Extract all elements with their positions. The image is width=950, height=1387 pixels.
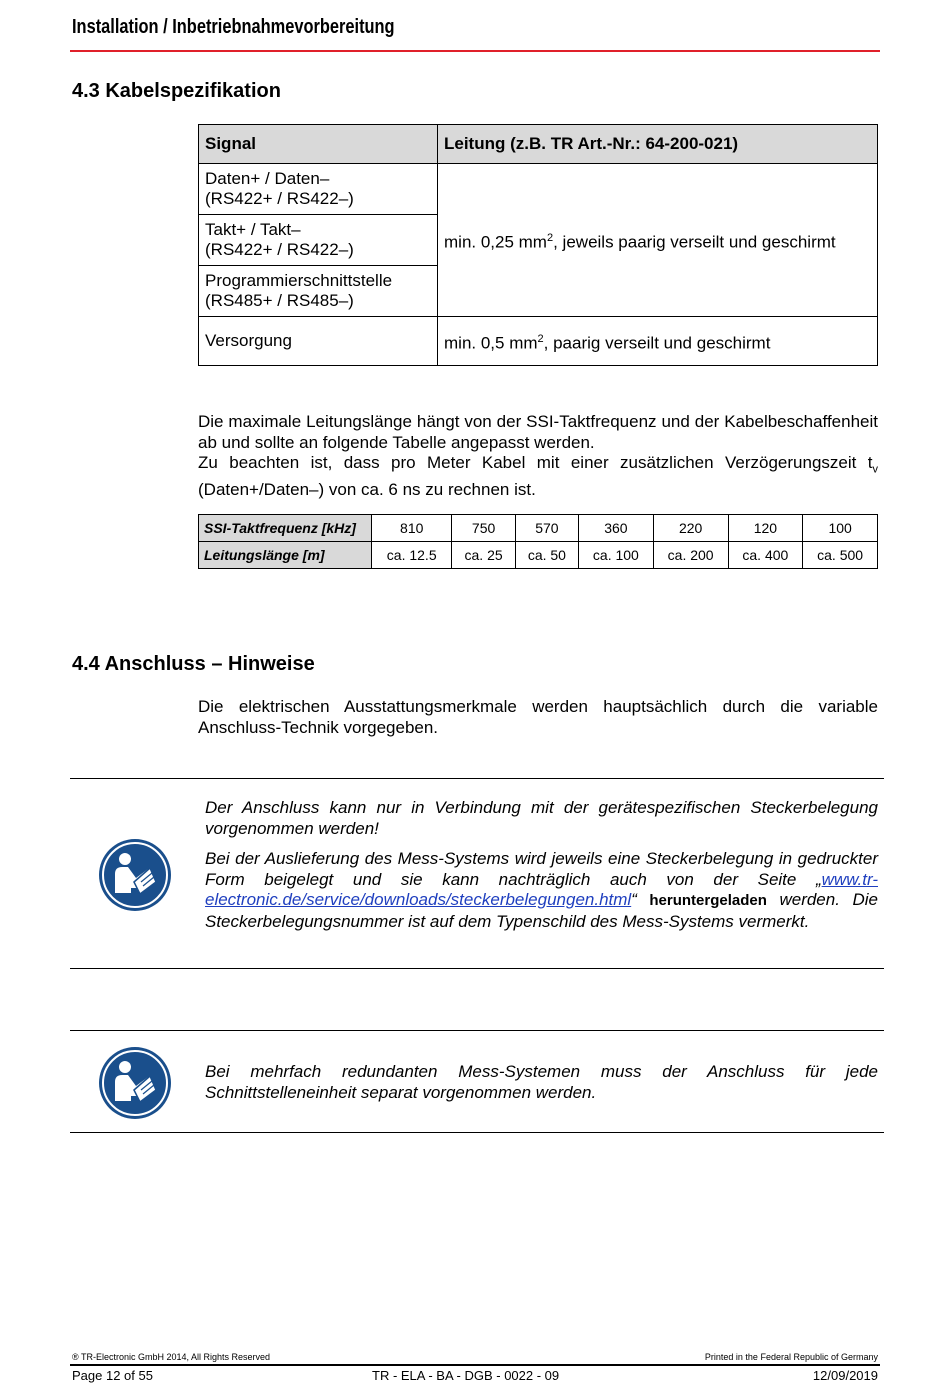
spec-text: , jeweils paarig verseilt und geschirmt bbox=[553, 232, 836, 252]
table-cell: ca. 12.5 bbox=[372, 542, 452, 569]
note-top-rule bbox=[70, 1030, 884, 1031]
footer-divider bbox=[70, 1364, 880, 1366]
redundancy-note: Bei mehrfach redundanten Mess-Systemen muss der Anschluss für jede Schnittstelleneinheit separat vorgenommen werden. bbox=[205, 1062, 878, 1102]
footer-copyright: ® TR-Electronic GmbH 2014, All Rights Reserved bbox=[72, 1352, 271, 1362]
signal-type: (RS422+ / RS422–) bbox=[205, 240, 354, 259]
section-heading-4-3: 4.3 Kabelspezifikation bbox=[72, 80, 281, 102]
spec-text: , paarig verseilt und geschirmt bbox=[543, 333, 771, 353]
spec-text: min. 0,5 mm bbox=[444, 333, 538, 353]
signal-type: (RS485+ / RS485–) bbox=[205, 291, 354, 310]
signal-cell bbox=[199, 164, 438, 215]
table-cell: ca. 500 bbox=[803, 542, 878, 569]
table-cell: ca. 400 bbox=[728, 542, 803, 569]
column-header-cable: Leitung (z.B. TR Art.-Nr.: 64-200-021) bbox=[438, 125, 878, 164]
cable-spec-table bbox=[198, 124, 878, 366]
text-span: “ bbox=[631, 890, 650, 909]
note-text bbox=[205, 849, 878, 932]
spec-superscript: 2 bbox=[537, 332, 544, 345]
table-cell: ca. 50 bbox=[515, 542, 578, 569]
text-span: werden. Die Steckerbelegungsnummer ist auf dem Typenschild des Mess-Systems vermerkt. bbox=[205, 890, 878, 931]
table-cell: ca. 200 bbox=[653, 542, 728, 569]
cable-spec-cell bbox=[438, 317, 878, 366]
table-cell: 100 bbox=[803, 515, 878, 542]
signal-name: Takt+ / Takt– bbox=[205, 220, 301, 239]
pin-assignment-link[interactable]: www.tr-electronic.de/service/downloads/steckerbelegungen.html bbox=[205, 869, 878, 909]
note-bottom-rule bbox=[70, 1132, 884, 1133]
signal-cell bbox=[199, 266, 438, 317]
text-span: heruntergeladen bbox=[649, 892, 767, 909]
signal-type: (RS422+ / RS422–) bbox=[205, 189, 354, 208]
cable-length-paragraph bbox=[198, 412, 878, 500]
note-text: Der Anschluss kann nur in Verbindung mit der gerätespezifischen Steckerbelegung vorgenommen werden! bbox=[205, 798, 878, 838]
table-cell: ca. 25 bbox=[452, 542, 515, 569]
row-header-frequency: SSI-Taktfrequenz [kHz] bbox=[199, 515, 372, 542]
signal-cell: Versorgung bbox=[199, 317, 438, 366]
footer-page-number: Page 12 of 55 bbox=[72, 1368, 153, 1383]
spec-text: min. 0,25 mm bbox=[444, 232, 547, 252]
table-cell: ca. 100 bbox=[579, 542, 654, 569]
table-header-row bbox=[199, 125, 878, 164]
table-cell: 120 bbox=[728, 515, 803, 542]
table-cell: 360 bbox=[579, 515, 654, 542]
footer-printed: Printed in the Federal Republic of Germany bbox=[704, 1352, 878, 1362]
signal-cell bbox=[199, 215, 438, 266]
row-header-length: Leitungslänge [m] bbox=[199, 542, 372, 569]
header-title: Installation / Inbetriebnahmevorbereitung bbox=[72, 16, 395, 38]
footer-date: 12/09/2019 bbox=[812, 1368, 878, 1383]
read-manual-icon bbox=[98, 1046, 172, 1120]
section-heading-4-4: 4.4 Anschluss – Hinweise bbox=[72, 653, 315, 675]
frequency-length-table bbox=[198, 514, 878, 569]
table-cell: 810 bbox=[372, 515, 452, 542]
footer-document-id: TR - ELA - BA - DGB - 0022 - 09 bbox=[372, 1368, 560, 1383]
connection-note bbox=[205, 798, 878, 932]
table-row bbox=[199, 542, 878, 569]
paragraph-text bbox=[198, 453, 878, 500]
table-row bbox=[199, 164, 878, 215]
header-divider bbox=[70, 50, 880, 52]
spec-superscript: 2 bbox=[546, 231, 554, 244]
read-manual-icon bbox=[98, 838, 172, 912]
connection-paragraph: Die elektrischen Ausstattungsmerkmale werden hauptsächlich durch die variable Anschluss-Technik vorgegeben. bbox=[198, 697, 878, 737]
text-span: Zu beachten ist, dass pro Meter Kabel mit einer zusätzlichen Verzögerungszeit t bbox=[198, 453, 873, 472]
table-row bbox=[199, 317, 878, 366]
note-bottom-rule bbox=[70, 968, 884, 969]
signal-name: Daten+ / Daten– bbox=[205, 169, 330, 188]
column-header-signal: Signal bbox=[199, 125, 438, 164]
table-cell: 750 bbox=[452, 515, 515, 542]
text-span: (Daten+/Daten–) von ca. 6 ns zu rechnen ist. bbox=[198, 479, 536, 499]
signal-name: Programmierschnittstelle bbox=[205, 271, 393, 290]
table-row bbox=[199, 515, 878, 542]
text-span: Bei der Auslieferung des Mess-Systems wird jeweils eine Steckerbelegung in gedruckter Form beigelegt und sie kann nachträglich auch von der Seite „ bbox=[205, 849, 878, 889]
table-cell: 570 bbox=[515, 515, 578, 542]
subscript: v bbox=[872, 463, 878, 476]
table-cell: 220 bbox=[653, 515, 728, 542]
paragraph-text: Die maximale Leitungslänge hängt von der SSI-Taktfrequenz und der Kabelbeschaffenheit ab und sollte an folgende Tabelle angepasst werden. bbox=[198, 412, 878, 452]
note-top-rule bbox=[70, 778, 884, 779]
cable-spec-cell bbox=[438, 164, 878, 317]
